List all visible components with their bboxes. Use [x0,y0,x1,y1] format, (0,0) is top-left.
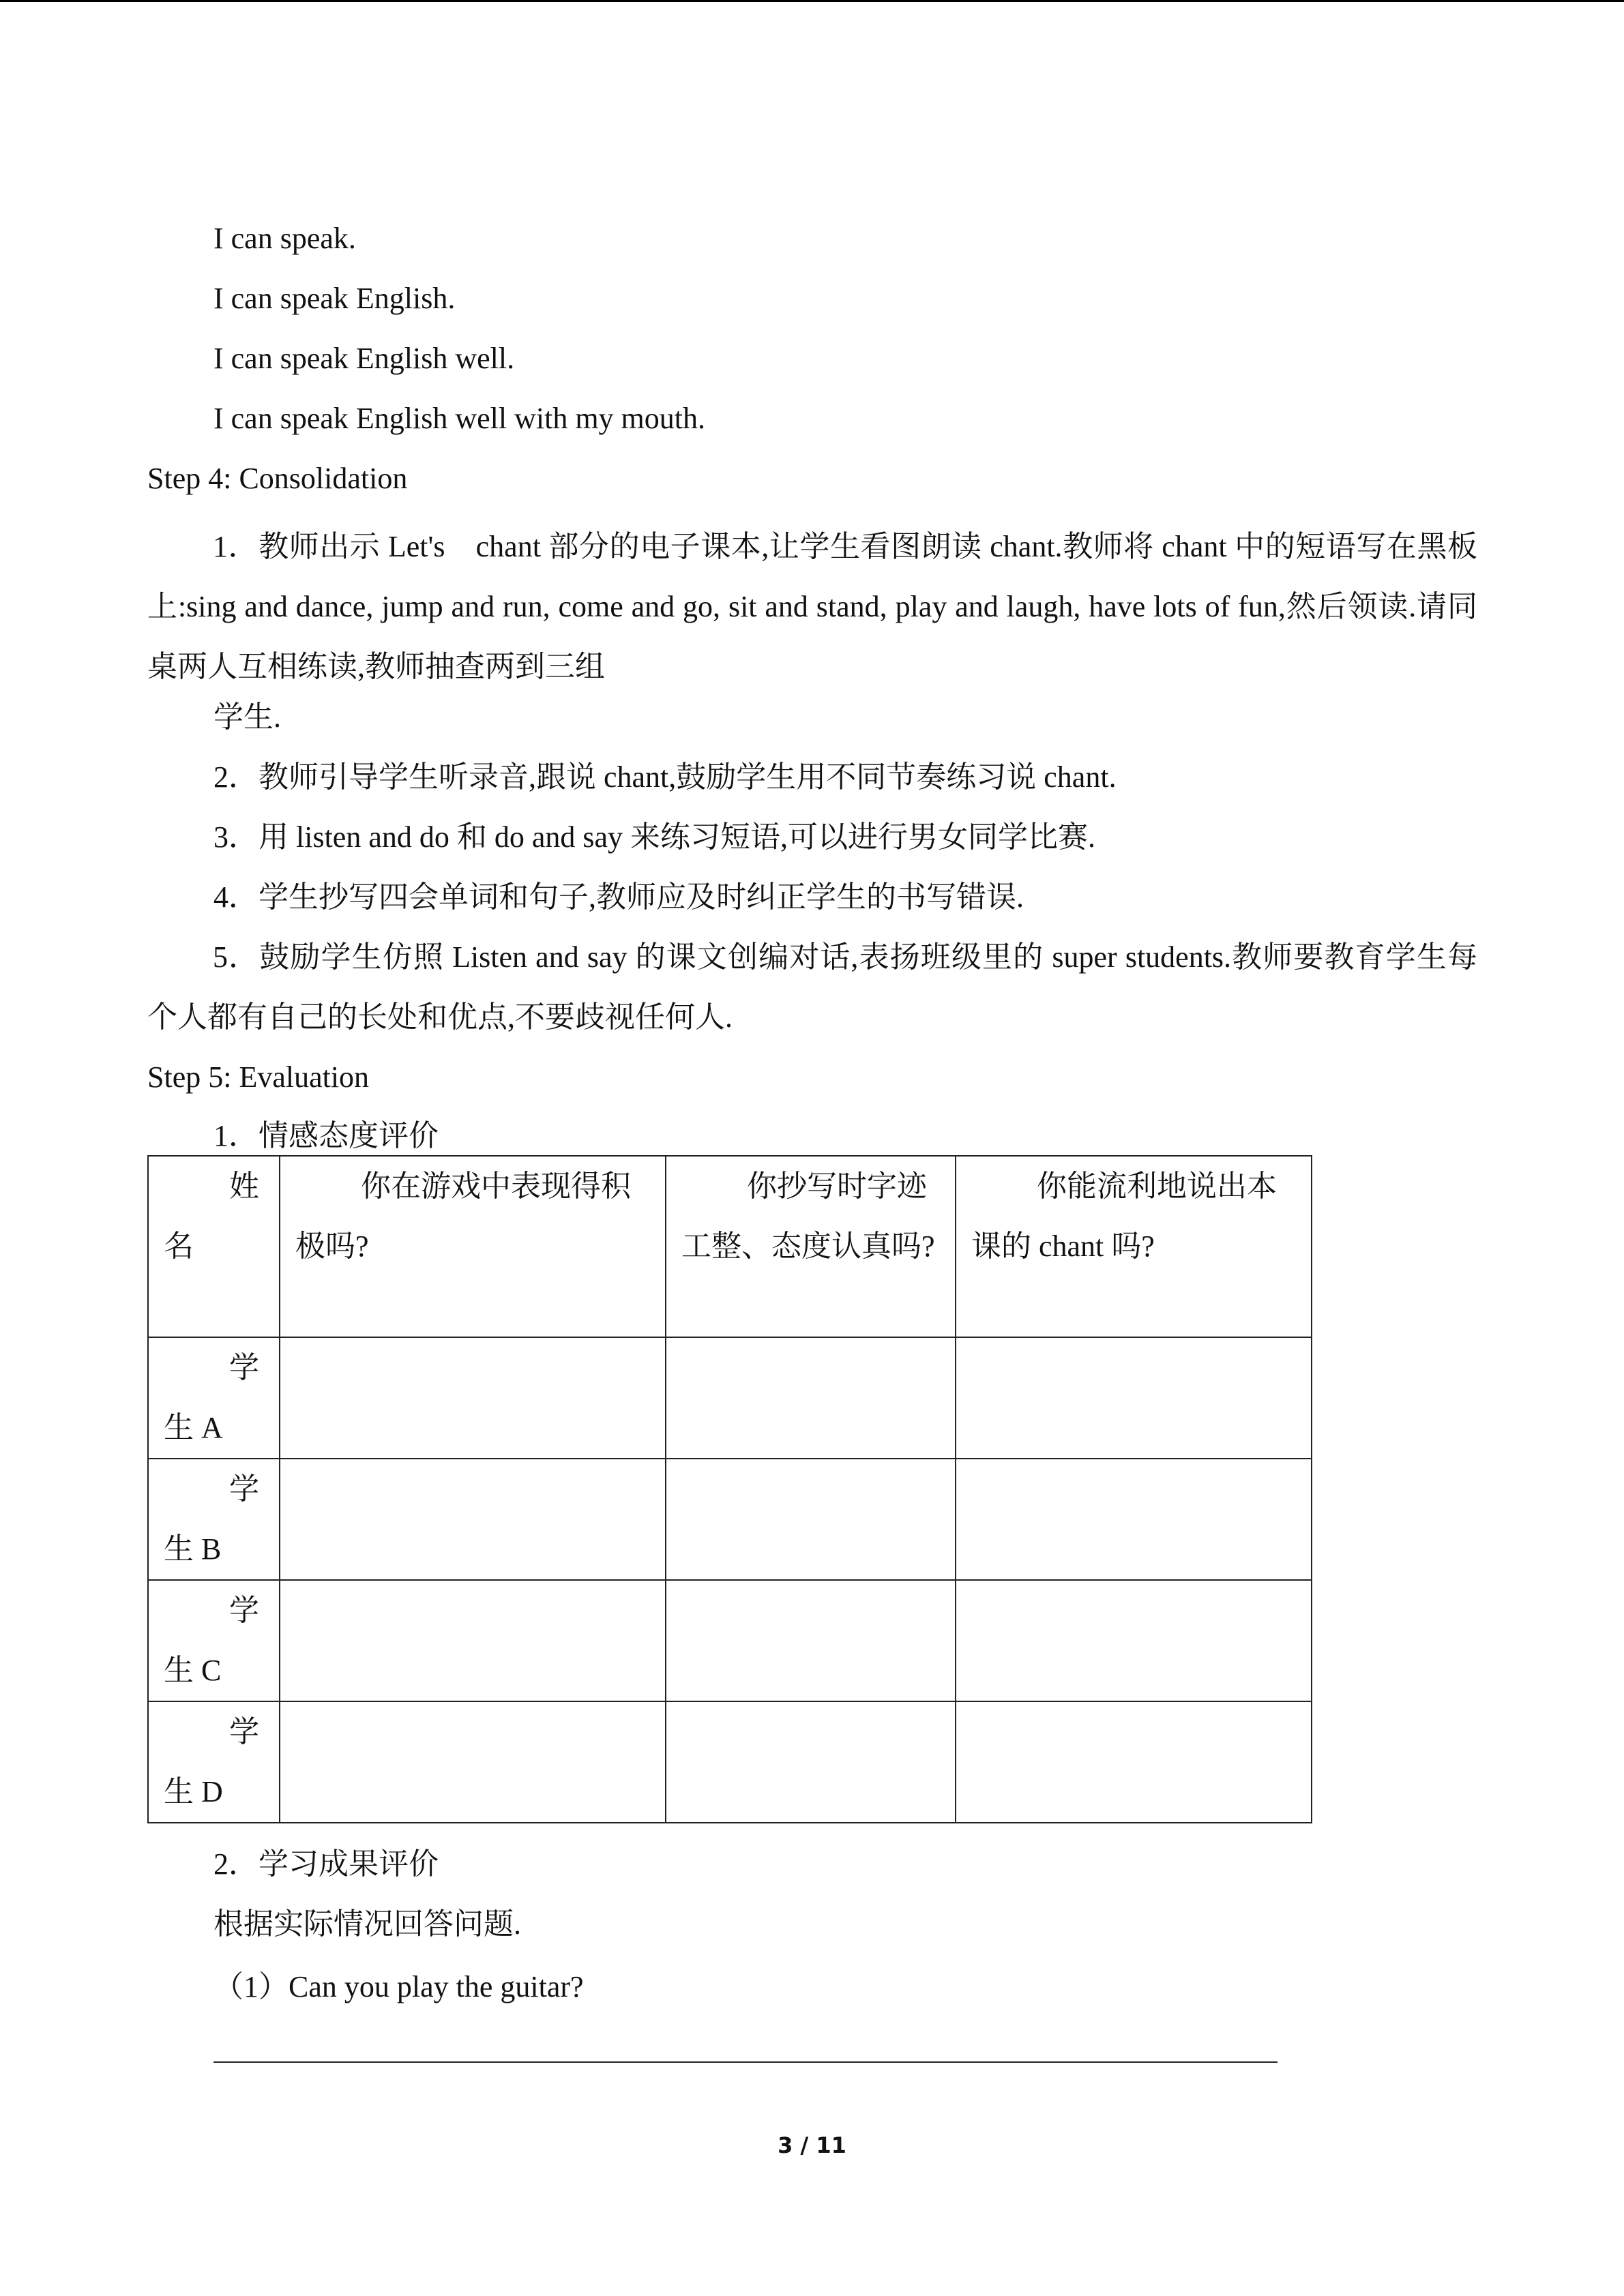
step4-item-4: 4．学生抄写四会单词和句子,教师应及时纠正学生的书写错误. [213,880,1024,914]
step4-item-1: 1．教师出示 Let's chant 部分的电子课本,让学生看图朗读 chant.教师将 chant 中的短语写在黑板上:sing and dance, jump and run, come and go, sit and stand, play and laugh, have lots of fun,然后领读.请同桌两人互相练读,教师抽查两到三组 [147,530,1477,683]
question-1: （1）Can you play the guitar? [213,1970,584,2003]
header-copying-neatness: 你抄写时字迹工整、态度认真吗? [666,1156,956,1337]
step5-subheading-results: 2．学习成果评价 [213,1847,439,1881]
header-chant-fluency: 你能流利地说出本课的 chant 吗? [956,1156,1312,1337]
cell-blank [666,1701,956,1823]
table-header-row [148,1156,1312,1337]
practice-line-2: I can speak English. [213,282,456,315]
step5-heading: Step 5: Evaluation [147,1060,370,1094]
step4-item-1-continued: 学生. [213,700,281,734]
step4-item-5: 5．鼓励学生仿照 Listen and say 的课文创编对话,表扬班级里的 super students.教师要教育学生每个人都有自己的长处和优点,不要歧视任何人. [147,940,1477,1034]
cell-blank [956,1337,1312,1459]
header-game-performance: 你在游戏中表现得积极吗? [280,1156,666,1337]
cell-blank [280,1459,666,1580]
page-number: 3 / 11 [778,2132,846,2158]
cell-blank [280,1701,666,1823]
step5-subheading-attitude: 1．情感态度评价 [213,1119,439,1152]
row-label-student-b: 学生 B [148,1459,280,1580]
row-label-student-a: 学生 A [148,1337,280,1459]
page-top-border [0,0,1624,2]
evaluation-table [147,1155,1312,1823]
step4-item-3: 3．用 listen and do 和 do and say 来练习短语,可以进行男女同学比赛. [213,820,1096,854]
table-row [148,1580,1312,1701]
row-label-student-c: 学生 C [148,1580,280,1701]
table-row [148,1337,1312,1459]
cell-blank [666,1459,956,1580]
practice-line-1: I can speak. [213,222,356,255]
answer-line [213,2061,1278,2063]
step4-item-2: 2．教师引导学生听录音,跟说 chant,鼓励学生用不同节奏练习说 chant. [213,760,1117,794]
header-name: 姓名 [148,1156,280,1337]
cell-blank [666,1337,956,1459]
table-row [148,1459,1312,1580]
cell-blank [956,1580,1312,1701]
cell-blank [956,1701,1312,1823]
practice-line-3: I can speak English well. [213,342,515,375]
cell-blank [280,1337,666,1459]
step4-heading: Step 4: Consolidation [147,462,408,495]
cell-blank [280,1580,666,1701]
cell-blank [956,1459,1312,1580]
practice-line-4: I can speak English well with my mouth. [213,402,705,435]
step5-instruction: 根据实际情况回答问题. [213,1907,521,1941]
row-label-student-d: 学生 D [148,1701,280,1823]
cell-blank [666,1580,956,1701]
table-row [148,1701,1312,1823]
